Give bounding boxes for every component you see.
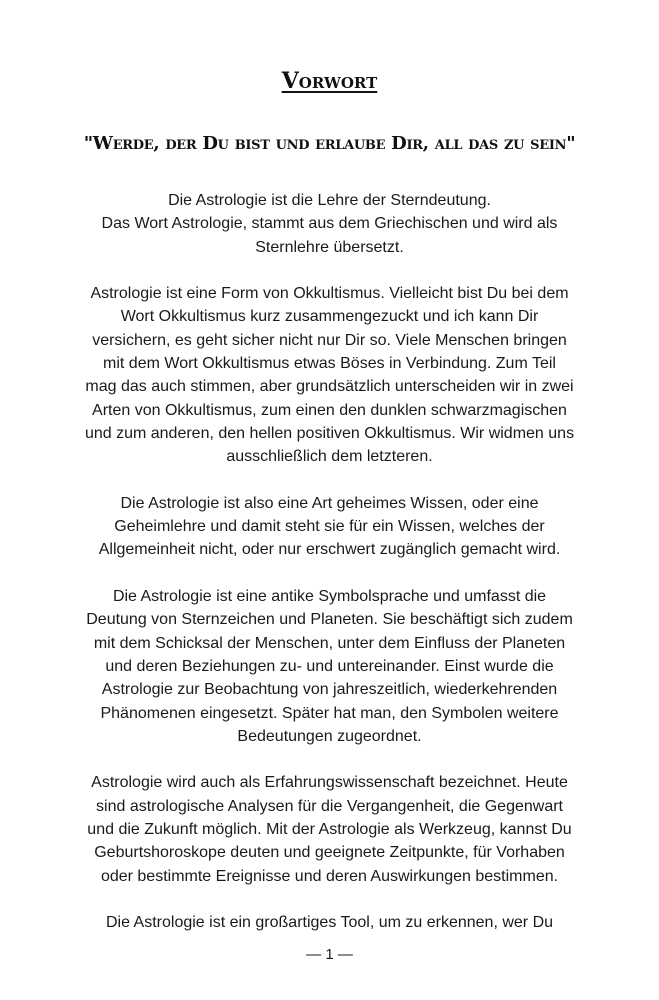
paragraph — [40, 492, 619, 562]
text-line: Die Astrologie ist eine antike Symbolsprache und umfasst die — [112, 588, 547, 606]
text-line: und die Zukunft möglich. Mit der Astrologie als Werkzeug, kannst Du — [87, 821, 572, 839]
text-line: und zum anderen, den hellen positiven Okkultismus. Wir widmen uns — [84, 424, 575, 442]
text-line: und deren Beziehungen zu- und untereinander. Einst wurde die — [105, 657, 554, 675]
text-line: Arten von Okkultismus, zum einen den dunklen schwarzmagischen — [92, 401, 567, 419]
text-line: mit dem Schicksal der Menschen, unter dem Einfluss der Planeten — [93, 634, 566, 652]
text-line: sind astrologische Analysen für die Vergangenheit, die Gegenwart — [96, 797, 563, 815]
text-line: Die Astrologie ist also eine Art geheimes Wissen, oder eine — [120, 494, 539, 512]
text-line: Wort Okkultismus kurz zusammengezuckt und ich kann Dir — [120, 308, 539, 326]
body-text — [40, 189, 619, 958]
text-line: mit dem Wort Okkultismus etwas Böses in Verbindung. Zum Teil — [103, 355, 556, 373]
text-line: Phänomenen eingesetzt. Später hat man, den Symbolen weitere — [100, 704, 559, 722]
text-line: Die Astrologie ist die Lehre der Sterndeutung. — [168, 192, 491, 209]
text-line: Astrologie ist eine Form von Okkultismus. Vielleicht bist Du bei dem — [90, 285, 569, 303]
text-line: oder bestimmte Ereignisse und deren Auswirkungen bestimmen. — [100, 867, 559, 885]
text-line: Allgemeinheit nicht, oder nur erschwert zugänglich gemacht wird. — [98, 541, 561, 559]
text-line: Deutung von Sternzeichen und Planeten. Sie beschäftigt sich zudem — [86, 611, 573, 629]
paragraph — [40, 771, 619, 887]
text-line: Die Astrologie ist ein großartiges Tool, um zu erkennen, wer Du — [105, 914, 554, 932]
page-number: — 1 — — [306, 946, 353, 963]
text-line: Geheimlehre und damit steht sie für ein Wissen, welches der — [114, 518, 545, 536]
page-title: Vorwort — [281, 68, 378, 94]
paragraph — [40, 189, 619, 259]
page-subtitle-quote: "Werde, der Du bist und erlaube Dir, all das zu sein" — [83, 133, 576, 154]
text-line: Sternlehre übersetzt. — [255, 238, 404, 256]
paragraph — [40, 911, 619, 934]
text-line: mag das auch stimmen, aber grundsätzlich unterscheiden wir in zwei — [85, 378, 574, 396]
text-line: Astrologie zur Beobachtung von jahreszeitlich, wiederkehrenden — [101, 681, 558, 699]
paragraph — [40, 585, 619, 748]
text-line: Geburtshoroskope deuten und geeignete Zeitpunkte, für Vorhaben — [94, 844, 565, 862]
text-line: Das Wort Astrologie, stammt aus dem Griechischen und wird als — [101, 215, 558, 233]
text-line: Astrologie wird auch als Erfahrungswissenschaft bezeichnet. Heute — [91, 774, 568, 792]
paragraph — [40, 282, 619, 468]
text-line: ausschließlich dem letzteren. — [226, 448, 433, 466]
text-line: Bedeutungen zugeordnet. — [237, 727, 422, 745]
text-line: versichern, es geht sicher nicht nur Dir so. Viele Menschen bringen — [92, 331, 567, 349]
